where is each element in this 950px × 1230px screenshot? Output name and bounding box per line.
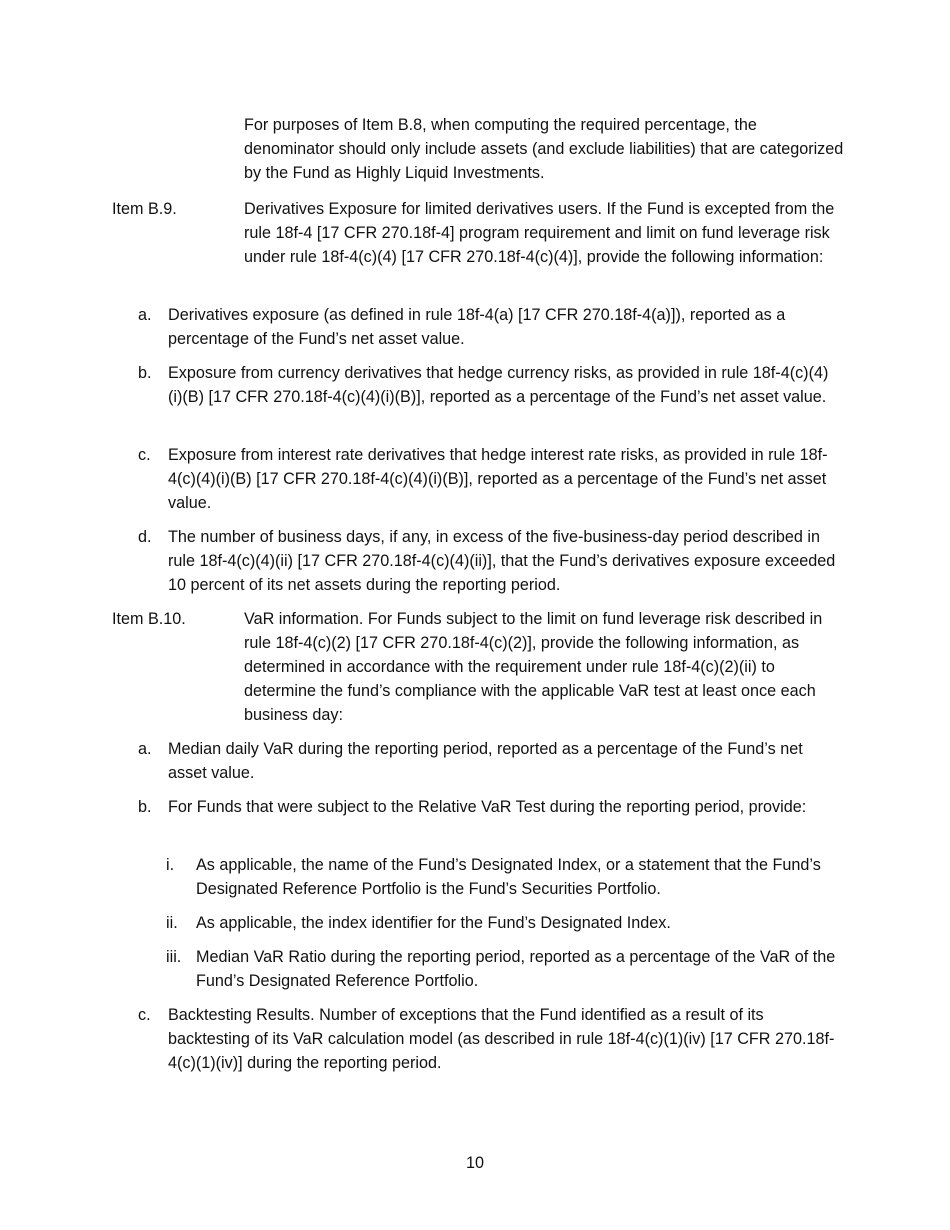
list-text: Derivatives exposure (as defined in rule 18f-4(a) [17 CFR 270.18f-4(a)]), reported as a percentage of the Fund’s net asset value. — [168, 306, 786, 348]
sublist-marker: ii. — [166, 914, 178, 932]
list-marker: a. — [138, 740, 152, 758]
list-marker: a. — [138, 306, 152, 324]
list-marker: c. — [138, 1006, 151, 1024]
sublist-text: As applicable, the index identifier for the Fund’s Designated Index. — [196, 914, 671, 932]
intro-paragraph: For purposes of Item B.8, when computing the required percentage, the denominator should only include assets (and exclude liabilities) that are categorized by the Fund as Highly Liquid Investments. — [244, 116, 844, 182]
item-b10-label: Item B.10. — [112, 610, 186, 628]
sublist-marker: iii. — [166, 948, 182, 966]
list-text: Exposure from currency derivatives that hedge currency risks, as provided in rule 18f-4(c)(4)(i)(B) [17 CFR 270.18f-4(c)(4)(i)(B)], reported as a percentage of the Fund’s net asset value. — [168, 364, 829, 406]
page-number: 10 — [465, 1154, 484, 1172]
list-marker: b. — [138, 364, 152, 382]
item-b9-text: Derivatives Exposure for limited derivatives users. If the Fund is excepted from the rule 18f-4 [17 CFR 270.18f-4] program requirement and limit on fund leverage risk under rule 18f-4(c)(4) [17 CFR 270.18f-4(c)(4)], provide the following information: — [244, 200, 835, 266]
list-text: Median daily VaR during the reporting period, reported as a percentage of the Fund’s net asset value. — [168, 740, 803, 782]
sublist-text: As applicable, the name of the Fund’s Designated Index, or a statement that the Fund’s Designated Reference Portfolio is the Fund’s Securities Portfolio. — [196, 856, 821, 898]
list-marker: d. — [138, 528, 152, 546]
list-text: For Funds that were subject to the Relative VaR Test during the reporting period, provide: — [168, 798, 807, 816]
item-b10-text: VaR information. For Funds subject to the limit on fund leverage risk described in rule 18f-4(c)(2) [17 CFR 270.18f-4(c)(2)], provide the following information, as determined in accordance with the requirement under rule 18f-4(c)(2)(ii) to determine the fund’s compliance with the applicable VaR test at least once each business day: — [244, 610, 823, 724]
list-text: The number of business days, if any, in excess of the five-business-day period described in rule 18f-4(c)(4)(ii) [17 CFR 270.18f-4(c)(4)(ii)], that the Fund’s derivatives exposure exceeded 10 percent of its net assets during the reporting period. — [168, 528, 836, 594]
sublist-marker: i. — [166, 856, 175, 874]
list-text: Exposure from interest rate derivatives that hedge interest rate risks, as provided in rule 18f-4(c)(4)(i)(B) [17 CFR 270.18f-4(c)(4)(i)(B)], reported as a percentage of the Fund’s net asset value. — [168, 446, 828, 512]
item-b9-label: Item B.9. — [112, 200, 177, 218]
sublist-text: Median VaR Ratio during the reporting period, reported as a percentage of the VaR of the Fund’s Designated Reference Portfolio. — [196, 948, 836, 990]
list-marker: c. — [138, 446, 151, 464]
list-text: Backtesting Results. Number of exceptions that the Fund identified as a result of its backtesting of its VaR calculation model (as described in rule 18f-4(c)(1)(iv) [17 CFR 270.18f-4(c)(1)(iv)] during the reporting period. — [168, 1006, 835, 1072]
list-marker: b. — [138, 798, 152, 816]
